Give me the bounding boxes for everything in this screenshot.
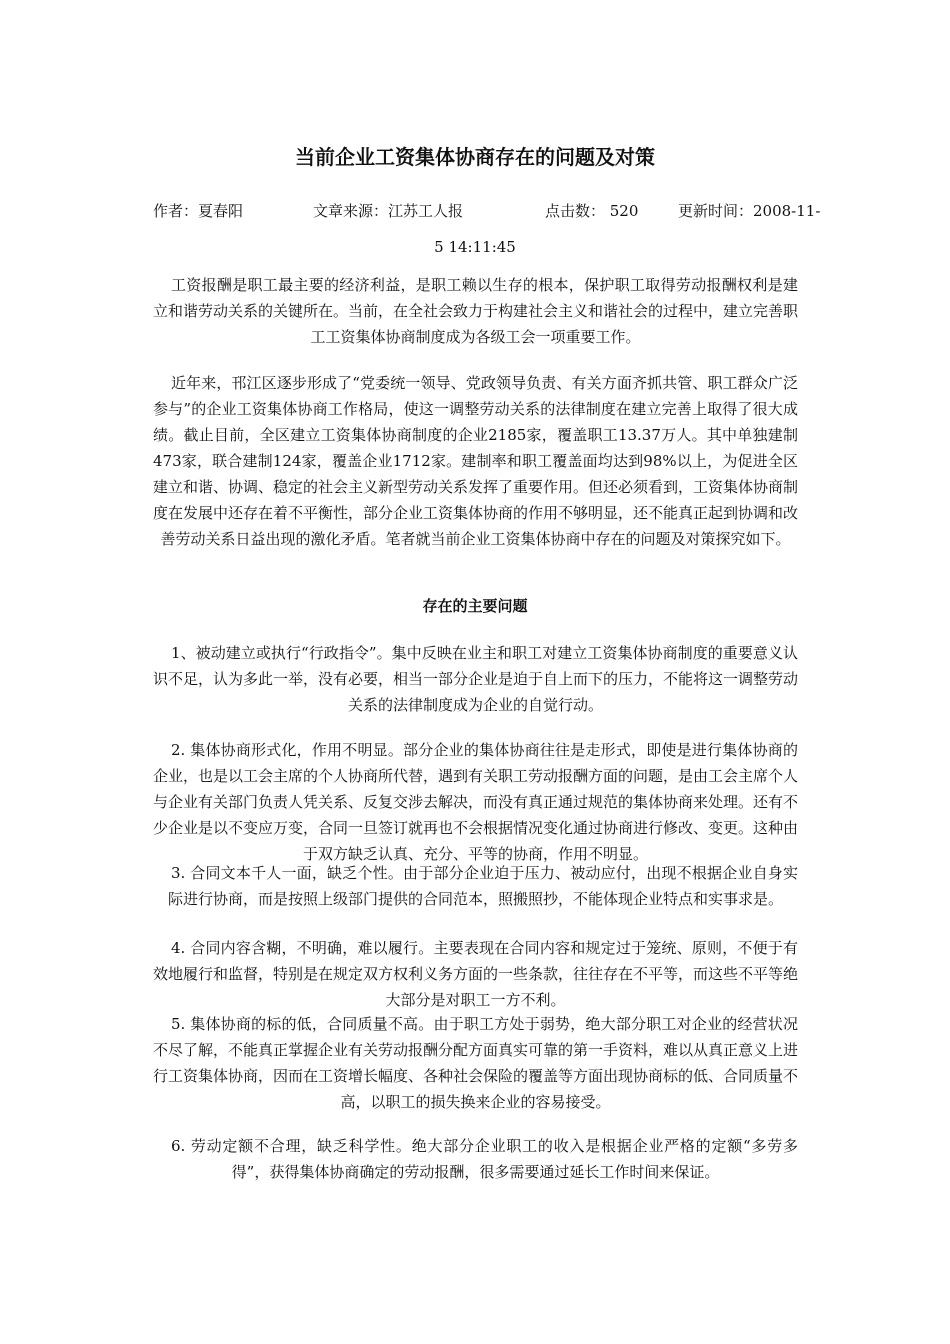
meta-updated-continued: 5 14:11:45 [434,238,516,256]
article-title: 当前企业工资集体协商存在的问题及对策 [295,145,655,169]
problem-item-3: 3. 合同文本千人一面，缺乏个性。由于部分企业迫于压力、被动应付，出现不根据企业自身实际进行协商，而是按照上级部门提供的合同范本，照搬照抄，不能体现企业特点和实事求是。 [167,864,798,908]
problem-item-5: 5. 集体协商的标的低，合同质量不高。由于职工方处于弱势，绝大部分职工对企业的经营状况不尽了解，不能真正掌握企业有关劳动报酬分配方面真实可靠的第一手资料，难以从真正意义上进行工资集体协商，因而在工资增长幅度、各种社会保险的覆盖等方面出现协商标的低、合同质量不高，以职工的损失换来企业的容易接受。 [153,1015,799,1111]
meta-clicks: 点击数： 520 [545,202,639,220]
problem-item-1: 1、被动建立或执行“行政指令”。集中反映在业主和职工对建立工资集体协商制度的重要意义认识不足，认为多此一举，没有必要，相当一部分企业是迫于自上而下的压力，不能将这一调整劳动关系的法律制度成为企业的自觉行动。 [153,644,799,714]
meta-author: 作者：夏春阳 [153,202,244,220]
intro-paragraph-1: 工资报酬是职工最主要的经济利益，是职工赖以生存的根本，保护职工取得劳动报酬权利是建立和谐劳动关系的关键所在。当前，在全社会致力于构建社会主义和谐社会的过程中，建立完善职工工资集体协商制度成为各级工会一项重要工作。 [153,276,799,346]
meta-source: 文章来源：江苏工人报 [313,202,464,220]
problem-item-2: 2. 集体协商形式化，作用不明显。部分企业的集体协商往往是走形式，即使是进行集体协商的企业，也是以工会主席的个人协商所代替，遇到有关职工劳动报酬方面的问题，是由工会主席个人与企业有关部门负责人凭关系、反复交涉去解决，而没有真正通过规范的集体协商来处理。还有不少企业是以不变应万变，合同一旦签订就再也不会根据情况变化通过协商进行修改、变更。这种由于双方缺乏认真、充分、平等的协商，作用不明显。 [153,741,799,863]
problem-item-6: 6. 劳动定额不合理，缺乏科学性。绝大部分企业职工的收入是根据企业严格的定额“多劳多得”，获得集体协商确定的劳动报酬，很多需要通过延长工作时间来保证。 [171,1137,798,1181]
section-heading: 存在的主要问题 [422,597,528,615]
intro-paragraph-2: 近年来，邗江区逐步形成了“党委统一领导、党政领导负责、有关方面齐抓共管、职工群众广泛参与”的企业工资集体协商工作格局，使这一调整劳动关系的法律制度在建立完善上取得了很大成绩。截止目前，全区建立工资集体协商制度的企业2185家，覆盖职工13.37万人。其中单独建制473家，联合建制124家，覆盖企业1712家。建制率和职工覆盖面均达到98%以上，为促进全区建立和谐、协调、稳定的社会主义新型劳动关系发挥了重要作用。但还必须看到，工资集体协商制度在发展中还存在着不平衡性，部分企业工资集体协商的作用不够明显，还不能真正起到协调和改善劳动关系日益出现的激化矛盾。笔者就当前企业工资集体协商中存在的问题及对策探究如下。 [153,374,799,548]
problem-item-4: 4. 合同内容含糊，不明确，难以履行。主要表现在合同内容和规定过于笼统、原则，不便于有效地履行和监督，特别是在规定双方权利义务方面的一些条款，往往存在不平等，而这些不平等绝大部分是对职工一方不利。 [153,939,799,1009]
meta-updated: 更新时间：2008-11- [678,202,821,220]
